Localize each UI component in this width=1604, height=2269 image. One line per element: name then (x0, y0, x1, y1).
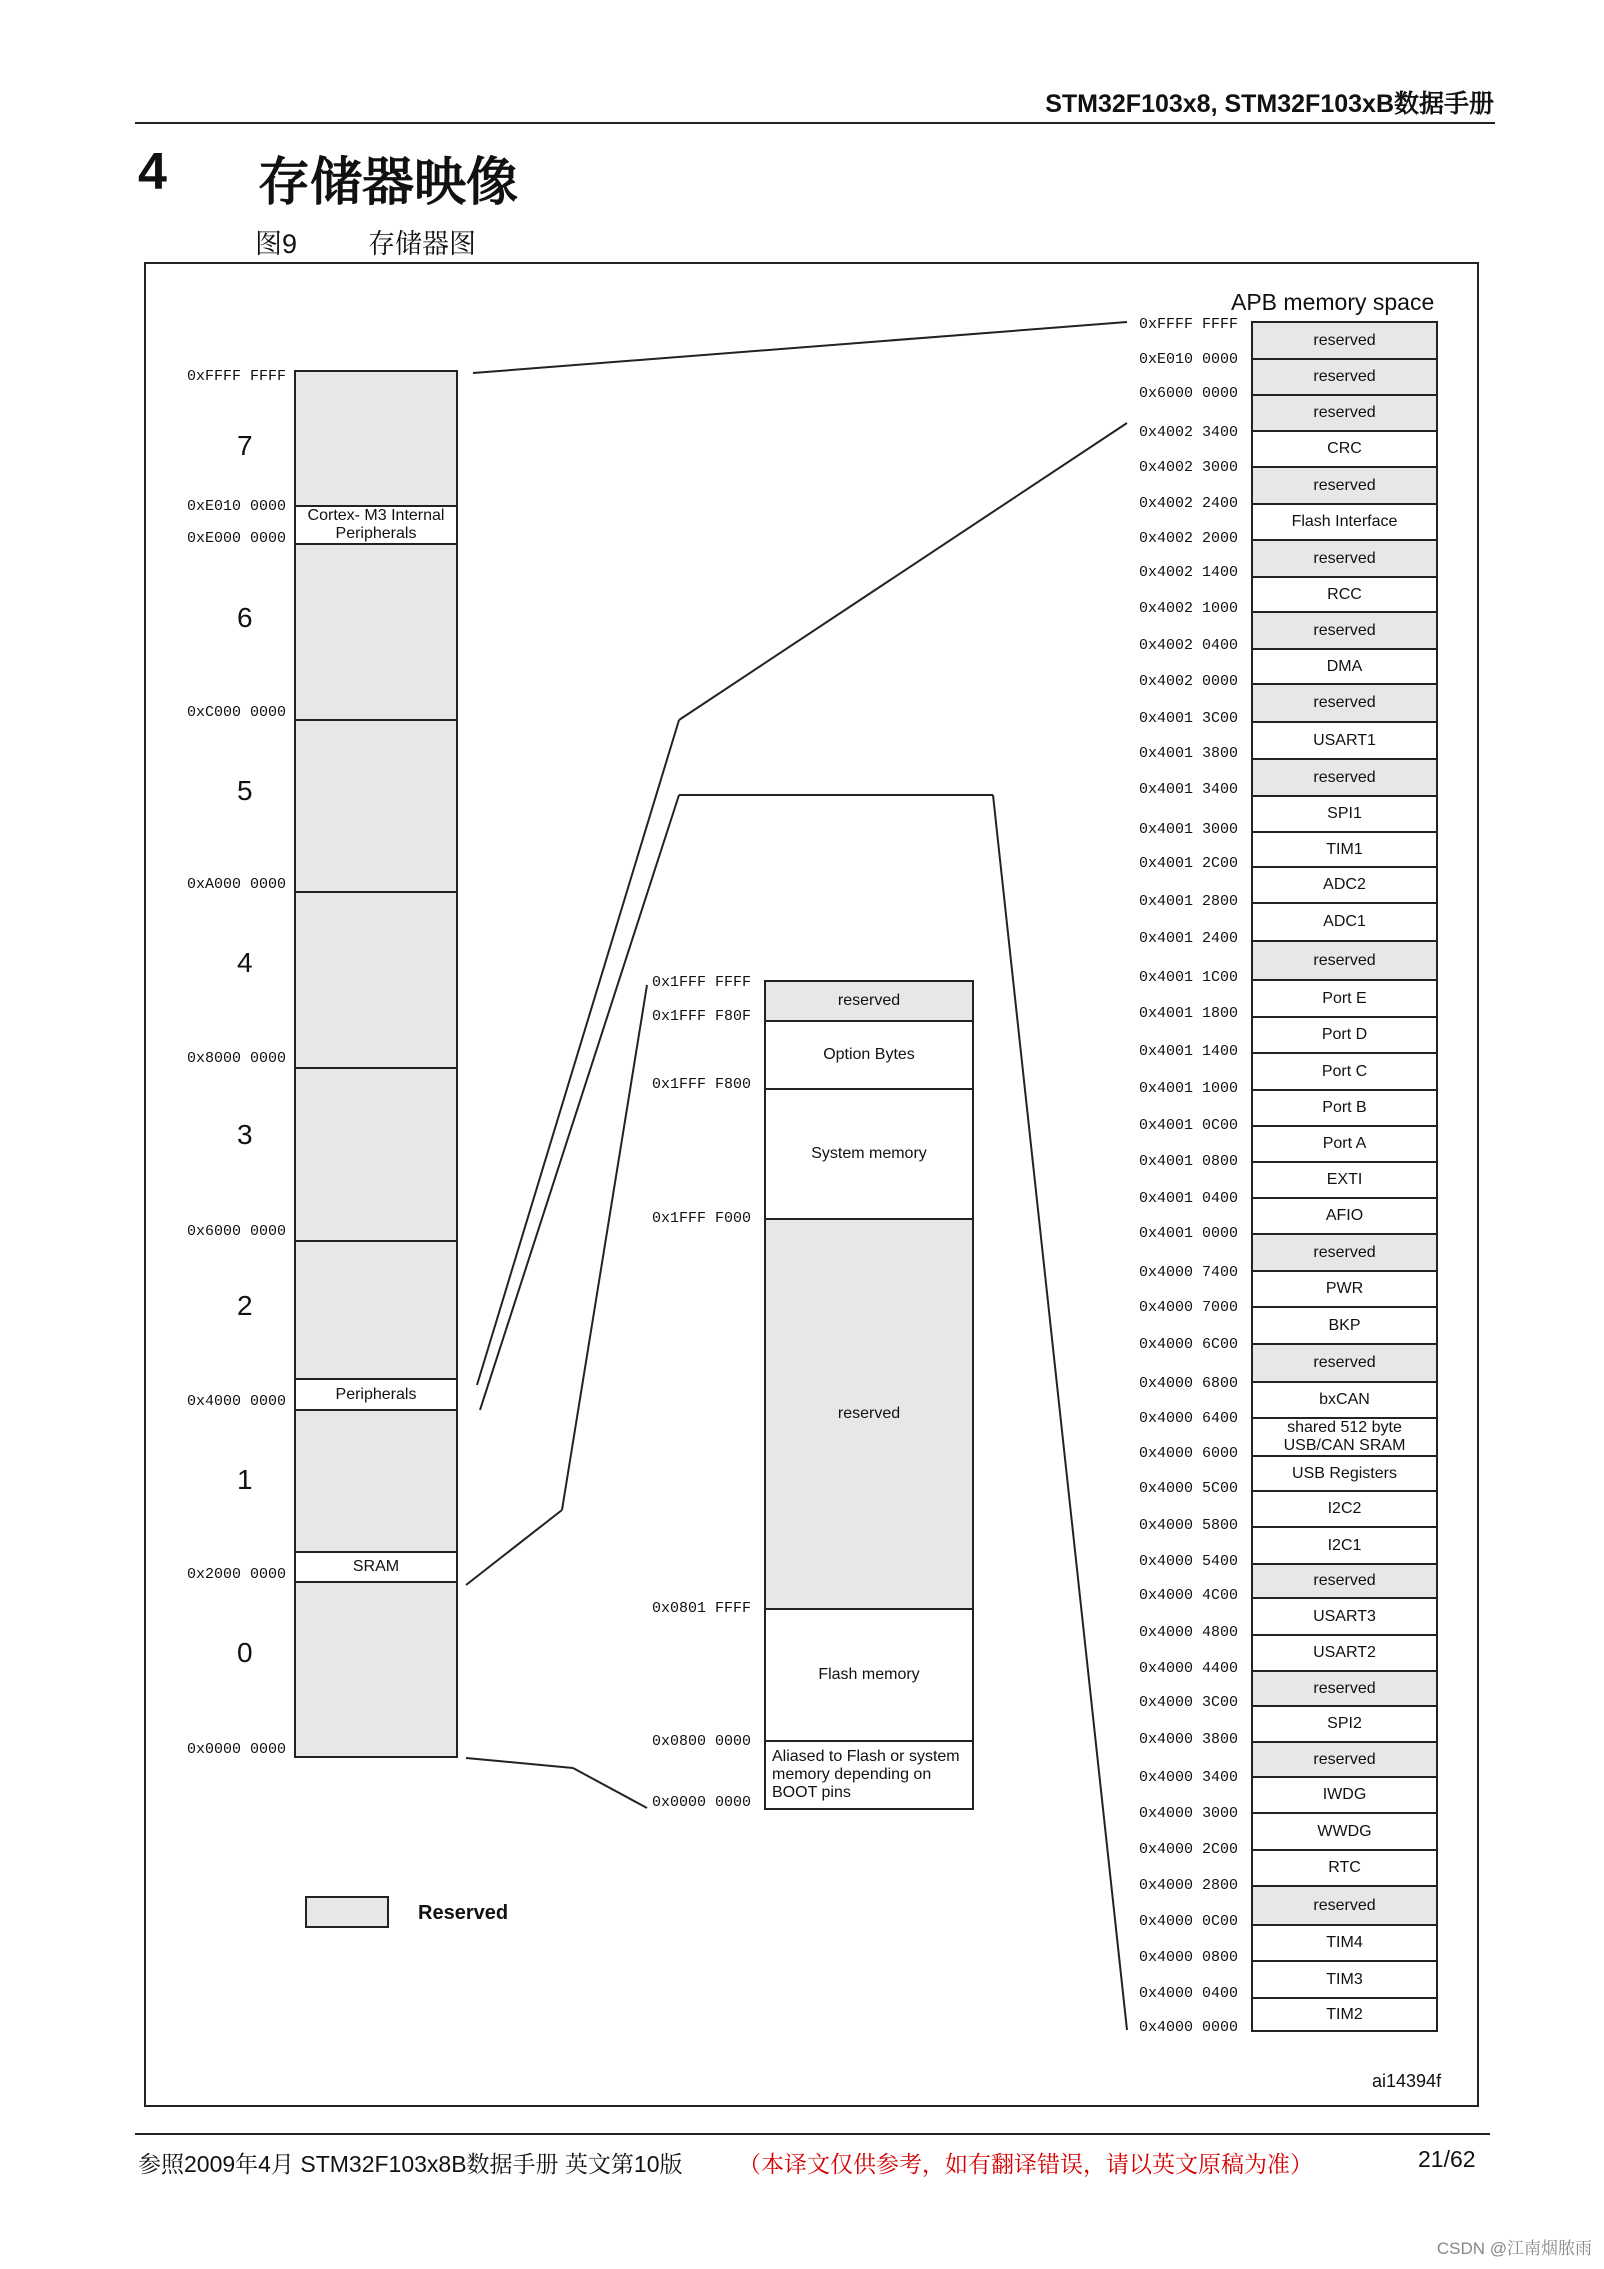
apb-address: 0x4000 3400 (1139, 1769, 1239, 1786)
apb-address: 0x4000 6C00 (1139, 1336, 1239, 1353)
header-title: STM32F103x8, STM32F103xB数据手册 (1045, 90, 1494, 118)
apb-register-block: reserved (1251, 758, 1438, 797)
apb-address: 0x4001 1400 (1139, 1043, 1239, 1060)
apb-register-block: reserved (1251, 1343, 1438, 1383)
apb-address: 0x4000 6000 (1139, 1445, 1239, 1462)
legend-reserved-label: Reserved (418, 1902, 509, 1924)
main-address: 0x0000 0000 (187, 1741, 287, 1758)
main-region-block (294, 1581, 458, 1758)
code-region-block: Aliased to Flash or system memory depending on BOOT pins (764, 1740, 974, 1810)
region-number: 0 (237, 1637, 253, 1668)
apb-address: 0x4001 1000 (1139, 1080, 1239, 1097)
apb-address: 0x4000 0C00 (1139, 1913, 1239, 1930)
apb-register-block: bxCAN (1251, 1381, 1438, 1419)
figure-id: ai14394f (1372, 2071, 1442, 2091)
apb-register-block: reserved (1251, 1670, 1438, 1707)
apb-register-block: reserved (1251, 466, 1438, 505)
region-number: 6 (237, 602, 253, 633)
main-address: 0xFFFF FFFF (187, 368, 287, 385)
main-region-block: SRAM (294, 1551, 458, 1583)
apb-register-block: TIM2 (1251, 1997, 1438, 2032)
apb-address: 0x4001 0800 (1139, 1153, 1239, 1170)
main-address: 0x4000 0000 (187, 1393, 287, 1410)
apb-register-block: reserved (1251, 611, 1438, 650)
apb-register-block: SPI2 (1251, 1705, 1438, 1743)
apb-address: 0x4001 1800 (1139, 1005, 1239, 1022)
code-region-block: reserved (764, 1218, 974, 1610)
apb-address: 0x4001 2C00 (1139, 855, 1239, 872)
footer-note: （本译文仅供参考，如有翻译错误，请以英文原稿为准） (738, 2151, 1313, 2177)
main-region-block (294, 891, 458, 1069)
apb-register-block: reserved (1251, 683, 1438, 723)
apb-address: 0x4000 5400 (1139, 1553, 1239, 1570)
apb-register-block: I2C2 (1251, 1490, 1438, 1528)
region-number: 2 (237, 1290, 253, 1321)
apb-address: 0x4001 1C00 (1139, 969, 1239, 986)
apb-address: 0x4001 3400 (1139, 781, 1239, 798)
apb-address: 0x4000 3000 (1139, 1805, 1239, 1822)
apb-address: 0x6000 0000 (1139, 385, 1239, 402)
apb-address: 0x4000 0000 (1139, 2019, 1239, 2036)
main-region-block: Cortex- M3 Internal Peripherals (294, 505, 458, 545)
apb-register-block: USART3 (1251, 1597, 1438, 1636)
apb-register-block: TIM4 (1251, 1924, 1438, 1962)
main-address: 0x2000 0000 (187, 1566, 287, 1583)
apb-title: APB memory space (1231, 289, 1435, 315)
apb-register-block: TIM3 (1251, 1960, 1438, 1999)
apb-address: 0xFFFF FFFF (1139, 316, 1239, 333)
apb-register-block: I2C1 (1251, 1526, 1438, 1565)
apb-address: 0x4001 0C00 (1139, 1117, 1239, 1134)
watermark: CSDN @江南烟脓雨 (1436, 2239, 1592, 2258)
apb-register-block: reserved (1251, 1563, 1438, 1599)
footer-source: 参照2009年4月 STM32F103x8B数据手册 英文第10版 (138, 2151, 683, 2177)
apb-register-block: reserved (1251, 394, 1438, 432)
apb-address: 0x4002 0000 (1139, 673, 1239, 690)
apb-register-block: RTC (1251, 1849, 1438, 1887)
region-number: 1 (237, 1464, 253, 1495)
apb-address: 0x4002 2400 (1139, 495, 1239, 512)
main-region-block (294, 719, 458, 893)
apb-register-block: Port D (1251, 1016, 1438, 1054)
code-address: 0x1FFF F800 (652, 1076, 752, 1093)
footer-rule (135, 2133, 1490, 2135)
apb-register-block: reserved (1251, 358, 1438, 396)
apb-address: 0x4000 3800 (1139, 1731, 1239, 1748)
apb-address: 0x4000 4C00 (1139, 1587, 1239, 1604)
apb-register-block: reserved (1251, 321, 1438, 360)
apb-address: 0x4000 4800 (1139, 1624, 1239, 1641)
apb-register-block: EXTI (1251, 1161, 1438, 1199)
apb-register-block: shared 512 byte USB/CAN SRAM (1251, 1417, 1438, 1457)
apb-address: 0x4002 3400 (1139, 424, 1239, 441)
region-number: 7 (237, 430, 253, 461)
apb-address: 0x4000 3C00 (1139, 1694, 1239, 1711)
footer-page: 21/62 (1418, 2146, 1476, 2172)
apb-register-block: ADC2 (1251, 866, 1438, 904)
main-address: 0x6000 0000 (187, 1223, 287, 1240)
apb-address: 0x4002 0400 (1139, 637, 1239, 654)
apb-address: 0x4001 3800 (1139, 745, 1239, 762)
apb-address: 0x4000 6400 (1139, 1410, 1239, 1427)
region-number: 4 (237, 947, 253, 978)
section-number: 4 (138, 143, 167, 201)
code-address: 0x0800 0000 (652, 1733, 752, 1750)
apb-address: 0x4000 5C00 (1139, 1480, 1239, 1497)
code-address: 0x0801 FFFF (652, 1600, 752, 1617)
apb-register-block: USB Registers (1251, 1455, 1438, 1492)
apb-address: 0x4001 3000 (1139, 821, 1239, 838)
apb-register-block: PWR (1251, 1270, 1438, 1308)
apb-address: 0x4000 0400 (1139, 1985, 1239, 2002)
apb-register-block: CRC (1251, 430, 1438, 468)
apb-address: 0x4002 1000 (1139, 600, 1239, 617)
figure-title: 存储器图 (368, 229, 476, 259)
code-address: 0x1FFF F000 (652, 1210, 752, 1227)
apb-address: 0x4001 0400 (1139, 1190, 1239, 1207)
code-region-block: System memory (764, 1088, 974, 1220)
main-region-block (294, 370, 458, 507)
main-address: 0xE010 0000 (187, 498, 287, 515)
region-number: 5 (237, 775, 253, 806)
apb-address: 0x4000 4400 (1139, 1660, 1239, 1677)
section-title: 存储器映像 (258, 152, 519, 213)
apb-register-block: AFIO (1251, 1197, 1438, 1235)
code-region-block: reserved (764, 980, 974, 1022)
apb-address: 0x4000 7400 (1139, 1264, 1239, 1281)
apb-address: 0x4001 3C00 (1139, 710, 1239, 727)
main-address: 0xA000 0000 (187, 876, 287, 893)
apb-address: 0x4000 2800 (1139, 1877, 1239, 1894)
apb-register-block: Flash Interface (1251, 503, 1438, 541)
apb-register-block: reserved (1251, 1741, 1438, 1778)
apb-register-block: BKP (1251, 1306, 1438, 1345)
main-region-block (294, 543, 458, 721)
apb-register-block: reserved (1251, 1233, 1438, 1272)
apb-address: 0x4000 5800 (1139, 1517, 1239, 1534)
code-region-block: Option Bytes (764, 1020, 974, 1090)
region-number: 3 (237, 1119, 253, 1150)
apb-address: 0x4001 2800 (1139, 893, 1239, 910)
apb-register-block: ADC1 (1251, 902, 1438, 942)
apb-register-block: SPI1 (1251, 795, 1438, 833)
apb-register-block: reserved (1251, 940, 1438, 981)
apb-register-block: USART1 (1251, 721, 1438, 760)
code-address: 0x1FFF FFFF (652, 974, 752, 991)
main-region-block: Peripherals (294, 1378, 458, 1411)
code-address: 0x0000 0000 (652, 1794, 752, 1811)
apb-address: 0x4000 0800 (1139, 1949, 1239, 1966)
apb-address: 0x4000 2C00 (1139, 1841, 1239, 1858)
main-region-block (294, 1067, 458, 1242)
figure-number: 图9 (255, 229, 298, 259)
main-address: 0x8000 0000 (187, 1050, 287, 1067)
apb-register-block: Port E (1251, 979, 1438, 1018)
apb-address: 0x4001 2400 (1139, 930, 1239, 947)
apb-register-block: DMA (1251, 648, 1438, 685)
apb-register-block: USART2 (1251, 1634, 1438, 1672)
apb-register-block: WWDG (1251, 1812, 1438, 1851)
apb-address: 0x4000 7000 (1139, 1299, 1239, 1316)
apb-register-block: Port A (1251, 1125, 1438, 1163)
main-address: 0xC000 0000 (187, 704, 287, 721)
apb-register-block: TIM1 (1251, 831, 1438, 868)
main-region-block (294, 1409, 458, 1553)
apb-address: 0xE010 0000 (1139, 351, 1239, 368)
code-address: 0x1FFF F80F (652, 1008, 752, 1025)
apb-register-block: reserved (1251, 1885, 1438, 1926)
apb-register-block: Port C (1251, 1052, 1438, 1091)
main-address: 0xE000 0000 (187, 530, 287, 547)
apb-register-block: RCC (1251, 576, 1438, 613)
apb-address: 0x4002 1400 (1139, 564, 1239, 581)
apb-address: 0x4002 2000 (1139, 530, 1239, 547)
main-region-block (294, 1240, 458, 1380)
apb-address: 0x4000 6800 (1139, 1375, 1239, 1392)
apb-address: 0x4001 0000 (1139, 1225, 1239, 1242)
apb-register-block: reserved (1251, 539, 1438, 578)
legend-reserved-swatch (305, 1896, 389, 1928)
apb-register-block: Port B (1251, 1089, 1438, 1127)
apb-address: 0x4002 3000 (1139, 459, 1239, 476)
apb-register-block: IWDG (1251, 1776, 1438, 1814)
code-region-block: Flash memory (764, 1608, 974, 1742)
